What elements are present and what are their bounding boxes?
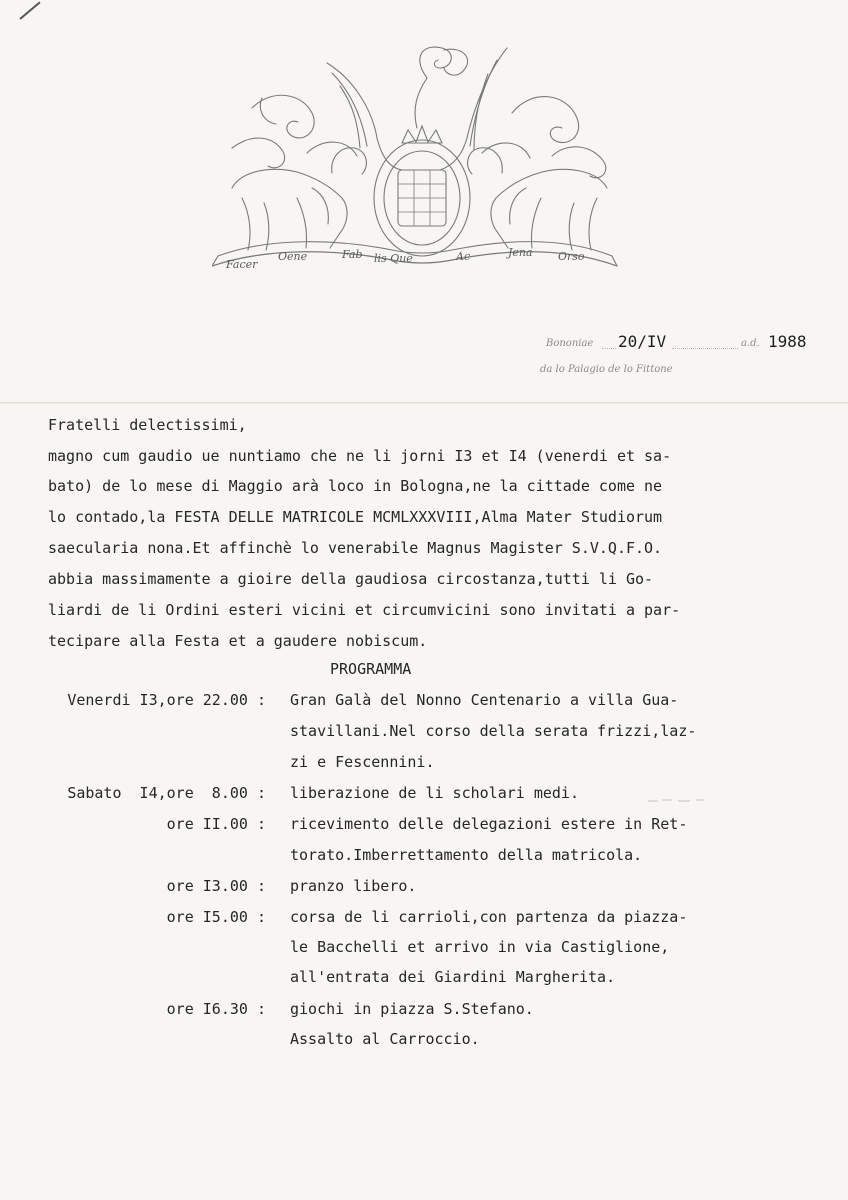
programme-heading: PROGRAMMA (330, 660, 412, 678)
programme-row (0, 908, 848, 930)
programme-row (0, 691, 848, 713)
salutation: Fratelli delectissimi, (48, 416, 247, 434)
date-line (540, 332, 830, 358)
programme-event: all'entrata dei Giardini Margherita. (290, 968, 616, 986)
paragraph-line: liardi de li Ordini esteri vicini et circumvicini sono invitati a par- (48, 601, 681, 619)
faint-ink-mark (646, 797, 706, 803)
programme-event: corsa de li carrioli,con partenza da piazza- (290, 908, 688, 926)
motto-word: lis Que (374, 252, 413, 265)
programme-event: liberazione de li scholari medi. (290, 784, 579, 802)
motto-word: Ac (456, 250, 471, 263)
crest-motto (212, 38, 622, 276)
programme-event: ricevimento delle delegazioni estere in Ret- (290, 815, 688, 833)
programme-event: le Bacchelli et arrivo in via Castiglione, (290, 938, 670, 956)
paragraph-line: abbia massimamente a gioire della gaudiosa circostanza,tutti li Go- (48, 570, 654, 588)
programme-row (0, 815, 848, 837)
programme-row (0, 753, 848, 775)
programme-row (0, 877, 848, 899)
paragraph-line: tecipare alla Festa et a gaudere nobiscum. (48, 632, 428, 650)
paragraph-line: saecularia nona.Et affinchè lo venerabile Magnus Magister S.V.Q.F.O. (48, 539, 663, 557)
paragraph-line: lo contado,la FESTA DELLE MATRICOLE MCMLXXXVIII,Alma Mater Studiorum (48, 508, 663, 526)
programme-event: torato.Imberrettamento della matricola. (290, 846, 643, 864)
programme-time: ore I6.30 : (166, 1000, 266, 1018)
date-day-month: 20/IV (618, 332, 667, 351)
programme-row (0, 1030, 848, 1052)
staple-mark (19, 2, 40, 20)
date-era-label: a.d. (741, 338, 760, 349)
programme-time: ore II.00 : (166, 815, 266, 833)
programme-time: Venerdi I3,ore 22.00 : (67, 691, 266, 709)
motto-word: Facer (226, 258, 258, 271)
programme-event: stavillani.Nel corso della serata frizzi,laz- (290, 722, 697, 740)
programme-row (0, 968, 848, 990)
programme-row (0, 722, 848, 744)
motto-word: Fab (342, 248, 363, 261)
paper-fold-line (0, 402, 848, 404)
programme-event: giochi in piazza S.Stefano. (290, 1000, 534, 1018)
programme-row (0, 938, 848, 960)
programme-time: Sabato I4,ore 8.00 : (67, 784, 266, 802)
motto-word: Jena (508, 246, 533, 259)
paragraph-line: bato) de lo mese di Maggio arà loco in Bologna,ne la cittade come ne (48, 477, 663, 495)
motto-word: Oene (278, 250, 308, 263)
motto-word: Orso (558, 250, 585, 263)
programme-event: Assalto al Carroccio. (290, 1030, 480, 1048)
dotted-rule (602, 347, 616, 349)
programme-event: zi e Fescennini. (290, 753, 435, 771)
programme-row (0, 1000, 848, 1022)
date-place-label: Bononiae (546, 338, 594, 349)
date-year: 1988 (768, 332, 807, 351)
palace-label: da lo Palagio de lo Fittone (540, 364, 673, 375)
programme-row (0, 784, 848, 806)
programme-time: ore I5.00 : (166, 908, 266, 926)
programme-row (0, 846, 848, 868)
programme-event: Gran Galà del Nonno Centenario a villa Gua- (290, 691, 679, 709)
paragraph-line: magno cum gaudio ue nuntiamo che ne li jorni I3 et I4 (venerdi et sa- (48, 447, 672, 465)
programme-time: ore I3.00 : (166, 877, 266, 895)
dotted-rule (672, 347, 738, 349)
programme-event: pranzo libero. (290, 877, 417, 895)
